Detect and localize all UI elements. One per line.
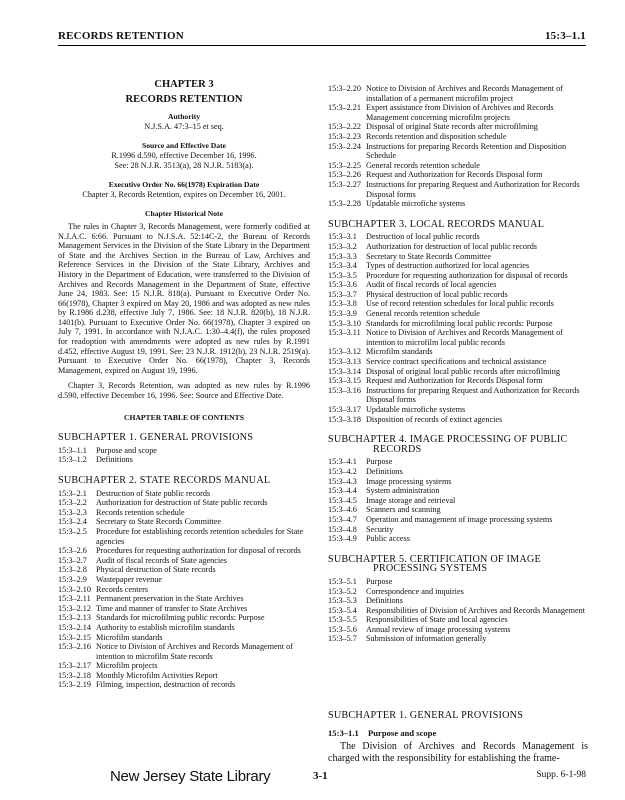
toc-entry-title: Authorization for destruction of local public records <box>366 241 537 251</box>
left-column <box>58 68 310 690</box>
historical-note-heading: Chapter Historical Note <box>145 209 223 219</box>
toc-entry <box>328 142 588 161</box>
toc-entry <box>58 575 310 585</box>
toc-entry-number: 15:3–2.14 <box>58 622 91 632</box>
toc-entry <box>328 467 588 477</box>
library-watermark: New Jersey State Library <box>110 768 271 785</box>
toc-entry-number: 15:3–2.18 <box>58 670 91 680</box>
historical-note-para-1: The rules in Chapter 3, Records Management, were formerly codified at N.J.A.C. 6:66. Pursuant to N.J.S.A. 52:14C-2, the Bureau of Records Management Services in the Division of the State Library in the Department of State and the Archives Section in the Bureau of Law, Archives and Reference Services in the Division of the State Library, Archives and History in the Department of Education, were transferred to the Division of Archives and Records Management in the Department of State, effective June 24, 1983. See: 15 N.J.R. 818(a). Pursuant to Executive Order No. 66(1978), Chapter 3 expired on May 20, 1986 and was adopted as new rules by R.1986 d.238, effective July 7, 1986. See: 18 N.J.R. 820(b), 18 N.J.R. 1401(b). Pursuant to Executive Order No. 66(1978), Chapter 3 expired on July 7, 1991. In accordance with N.J.A.C. 1:30–4.4(f), the rules proposed for readoption with amendments were adopted as new rules by R.1991 d.452, effective August 19, 1991. See: 23 N.J.R. 1912(b), 23 N.J.R. 2519(a). Pursuant to Executive Order No. 66(1978), Chapter 3, Records Management, expired on August 19, 1996. <box>58 221 310 375</box>
toc-entry-number: 15:3–3.7 <box>328 289 357 299</box>
chapter-title: RECORDS RETENTION <box>125 93 243 105</box>
toc-entry <box>328 271 588 281</box>
toc-entry <box>58 446 310 456</box>
toc-entry <box>58 585 310 595</box>
toc-entry <box>328 367 588 377</box>
toc-entry-number: 15:3–2.20 <box>328 84 361 93</box>
toc-entry <box>328 386 588 405</box>
section-body-text: The Division of Archives and Records Management is charged with the responsibility for establishing the frame- <box>328 741 588 765</box>
toc-entry-title: Responsibilities of State and local agencies <box>366 615 508 625</box>
toc-entry-number: 15:3–2.3 <box>58 507 87 517</box>
toc-entry <box>58 594 310 604</box>
toc-entry-title: Records centers <box>96 584 149 594</box>
toc-entry <box>328 252 588 262</box>
toc-entry-number: 15:3–3.3 <box>328 251 357 261</box>
toc-entry-number: 15:3–3.2 <box>328 241 357 251</box>
body-subchapter-heading: SUBCHAPTER 1. GENERAL PROVISIONS <box>328 710 524 722</box>
toc-entry-number: 15:3–3.5 <box>328 270 357 280</box>
toc-entry-title: Authority to establish microfilm standards <box>96 622 235 632</box>
toc-entry <box>328 309 588 319</box>
toc-entry <box>328 357 588 367</box>
toc-entry <box>58 661 310 671</box>
toc-entry-title: Disposal of original local public records after microfilming <box>366 366 560 376</box>
toc-entry-title: Definitions <box>366 596 403 606</box>
toc-entry-title: Submission of information generally <box>366 634 487 644</box>
toc-entry <box>328 625 588 635</box>
subchapter-2-toc <box>58 489 310 690</box>
toc-entry <box>58 633 310 643</box>
toc-entry-title: Annual review of image processing systems <box>366 624 511 634</box>
toc-entry-title: Destruction of State public records <box>96 488 211 498</box>
toc-entry-number: 15:3–2.6 <box>58 546 87 556</box>
toc-entry-number: 15:3–4.4 <box>328 486 357 496</box>
subchapter-3-toc <box>328 232 588 424</box>
section-heading <box>328 729 588 739</box>
toc-entry-number: 15:3–4.7 <box>328 514 357 524</box>
toc-entry-number: 15:3–2.10 <box>58 584 91 594</box>
toc-entry-number: 15:3–4.8 <box>328 524 357 534</box>
historical-note-para-2: Chapter 3, Records Retention, was adopted as new rules by R.1996 d.590, effective December 16, 1996. See: Source and Effective Date. <box>58 381 310 401</box>
toc-entry-number: 15:3–3.10 <box>328 318 361 328</box>
toc-entry-number: 15:3–3.8 <box>328 299 357 309</box>
toc-entry <box>328 587 588 597</box>
chapter-number: CHAPTER 3 <box>154 79 214 90</box>
section-number: 15:3–1.1 <box>328 727 359 738</box>
toc-entry-number: 15:3–5.6 <box>328 624 357 634</box>
toc-entry-number: 15:3–3.15 <box>328 376 361 386</box>
toc-entry <box>328 486 588 496</box>
toc-entry <box>328 261 588 271</box>
toc-entry <box>328 615 588 625</box>
toc-entry-number: 15:3–4.6 <box>328 505 357 515</box>
source-line-1: R.1996 d.590, effective December 16, 1996. <box>111 150 257 160</box>
toc-entry-title: Responsibilities of Division of Archives and Records Management <box>366 605 585 615</box>
toc-entry-number: 15:3–2.23 <box>328 131 361 141</box>
toc-entry <box>58 527 310 546</box>
toc-entry-title: Purpose <box>366 457 393 467</box>
toc-entry-title: Definitions <box>96 455 133 465</box>
toc-entry-title: Microfilm projects <box>96 661 158 671</box>
toc-entry-title: Disposition of records of extinct agencies <box>366 414 503 424</box>
toc-entry-title: General records retention schedule <box>366 160 480 170</box>
toc-entry-title: Use of record retention schedules for local public records <box>366 299 554 309</box>
subchapter-5-heading <box>328 555 588 574</box>
toc-entry-title: Secretary to State Records Committee <box>96 517 222 527</box>
toc-entry-number: 15:3–5.1 <box>328 576 357 586</box>
exec-order-text: Chapter 3, Records Retention, expires on December 16, 2001. <box>82 189 286 199</box>
toc-entry-number: 15:3–4.2 <box>328 466 357 476</box>
toc-entry-number: 15:3–2.22 <box>328 122 361 132</box>
toc-entry-title: Procedures for requesting authorization for disposal of records <box>96 546 301 556</box>
toc-entry <box>58 508 310 518</box>
toc-entry-title: Security <box>366 524 394 534</box>
toc-entry-number: 15:3–2.26 <box>328 170 361 180</box>
toc-entry-number: 15:3–3.9 <box>328 309 357 319</box>
toc-entry <box>58 489 310 499</box>
toc-entry-title: Correspondence and inquiries <box>366 586 464 596</box>
toc-entry <box>328 199 588 209</box>
toc-entry-title: Microfilm standards <box>96 632 163 642</box>
toc-entry-number: 15:3–3.4 <box>328 261 357 271</box>
toc-entry <box>328 232 588 242</box>
toc-entry <box>58 613 310 623</box>
toc-entry <box>58 671 310 681</box>
toc-entry-number: 15:3–3.16 <box>328 385 361 395</box>
toc-entry-title: Records retention and disposition schedule <box>366 131 507 141</box>
toc-heading: CHAPTER TABLE OF CONTENTS <box>124 412 244 422</box>
toc-entry <box>328 376 588 386</box>
toc-entry-title: Physical destruction of local public records <box>366 289 508 299</box>
toc-entry <box>328 161 588 171</box>
toc-entry-title: Monthly Microfilm Activities Report <box>96 670 218 680</box>
toc-entry-number: 15:3–2.1 <box>58 488 87 498</box>
toc-entry <box>328 415 588 425</box>
toc-entry-title: Operation and management of image processing systems <box>366 514 553 524</box>
subchapter-5-toc <box>328 577 588 644</box>
toc-entry-number: 15:3–2.16 <box>58 642 91 652</box>
toc-entry <box>328 515 588 525</box>
supplement-date: Supp. 6-1-98 <box>536 770 586 780</box>
page-footer <box>58 768 586 786</box>
toc-entry <box>328 84 588 103</box>
toc-entry <box>328 180 588 199</box>
toc-entry <box>58 498 310 508</box>
source-line-2: See: 28 N.J.R. 3513(a), 28 N.J.R. 5183(a). <box>114 160 254 170</box>
toc-entry <box>58 604 310 614</box>
toc-entry-title: Notice to Division of Archives and Records Management of installation of a permanent microfilm project <box>366 84 563 103</box>
subchapter-3-heading: SUBCHAPTER 3. LOCAL RECORDS MANUAL <box>328 218 545 230</box>
toc-entry-number: 15:3–3.17 <box>328 405 361 414</box>
subchapter-5-heading-line-2: PROCESSING SYSTEMS <box>373 563 488 575</box>
toc-entry <box>328 242 588 252</box>
toc-entry <box>58 455 310 465</box>
toc-entry-title: Wastepaper revenue <box>96 574 162 584</box>
toc-entry-number: 15:3–3.13 <box>328 357 361 367</box>
source-heading: Source and Effective Date <box>141 141 226 151</box>
toc-entry <box>328 319 588 329</box>
toc-entry-number: 15:3–1.2 <box>58 455 87 465</box>
toc-entry-number: 15:3–5.2 <box>328 586 357 596</box>
toc-entry-number: 15:3–2.28 <box>328 199 361 209</box>
toc-entry-number: 15:3–5.3 <box>328 596 357 606</box>
toc-entry-title: Types of destruction authorized for local agencies <box>366 261 530 271</box>
toc-entry-number: 15:3–5.7 <box>328 634 357 644</box>
toc-entry-title: Public access <box>366 534 410 544</box>
toc-entry <box>328 328 588 347</box>
toc-entry <box>328 280 588 290</box>
toc-entry <box>328 477 588 487</box>
toc-entry-title: Procedure for requesting authorization for disposal of records <box>366 270 568 280</box>
toc-entry <box>58 642 310 661</box>
toc-entry <box>58 556 310 566</box>
toc-entry-title: Notice to Division of Archives and Records Management of intention to microfilm local public records <box>366 328 563 347</box>
toc-entry-title: Instructions for preparing Records Retention and Disposition Schedule <box>366 141 567 161</box>
subchapter-4-heading-line-2: RECORDS <box>373 443 422 455</box>
toc-entry-number: 15:3–4.1 <box>328 457 357 467</box>
toc-entry-number: 15:3–2.24 <box>328 141 361 151</box>
toc-entry <box>328 405 588 415</box>
toc-entry-title: Secretary to State Records Committee <box>366 251 492 261</box>
toc-entry <box>328 170 588 180</box>
toc-entry-number: 15:3–4.3 <box>328 476 357 486</box>
toc-entry <box>328 525 588 535</box>
toc-entry-number: 15:3–2.9 <box>58 574 87 584</box>
toc-entry-title: Permanent preservation in the State Archives <box>96 594 244 604</box>
toc-entry-title: Microfilm standards <box>366 347 433 357</box>
toc-entry-number: 15:3–2.5 <box>58 526 87 536</box>
toc-entry-number: 15:3–2.13 <box>58 613 91 623</box>
toc-entry-number: 15:3–4.5 <box>328 495 357 505</box>
toc-entry <box>328 132 588 142</box>
toc-entry-number: 15:3–2.19 <box>58 680 91 690</box>
toc-entry-number: 15:3–3.14 <box>328 366 361 376</box>
toc-entry-number: 15:3–2.12 <box>58 603 91 613</box>
toc-entry-number: 15:3–5.4 <box>328 605 357 615</box>
toc-entry-title: Destruction of local public records <box>366 232 480 242</box>
toc-entry-title: Notice to Division of Archives and Records Management of intention to microfilm State records <box>96 642 293 661</box>
toc-entry <box>328 634 588 644</box>
toc-entry <box>328 122 588 132</box>
toc-entry-title: Updatable microfiche systems <box>366 405 466 414</box>
subchapter-5-heading-line-1: SUBCHAPTER 5. CERTIFICATION OF IMAGE <box>328 553 541 565</box>
toc-entry-title: System administration <box>366 486 440 496</box>
toc-entry-title: Standards for microfilming public records: Purpose <box>96 613 265 623</box>
toc-entry <box>328 103 588 122</box>
toc-entry-title: Audit of fiscal records of local agencies <box>366 280 497 290</box>
toc-entry-number: 15:3–5.5 <box>328 615 357 625</box>
toc-entry-title: Purpose and scope <box>96 445 157 455</box>
subchapter-4-heading-line-1: SUBCHAPTER 4. IMAGE PROCESSING OF PUBLIC <box>328 434 568 446</box>
toc-entry-title: Procedure for establishing records retention schedules for State agencies <box>96 526 304 546</box>
toc-entry-number: 15:3–2.7 <box>58 555 87 565</box>
toc-entry <box>328 596 588 606</box>
toc-entry-number: 15:3–3.11 <box>328 328 361 338</box>
toc-entry <box>328 534 588 544</box>
toc-entry-number: 15:3–2.11 <box>58 594 91 604</box>
subchapter-2-toc-continued <box>328 84 588 209</box>
toc-entry-title: Updatable microfiche systems <box>366 199 466 209</box>
authority-text: N.J.S.A. 47:3–15 et seq. <box>144 121 224 131</box>
toc-entry-title: Purpose <box>366 576 393 586</box>
right-column <box>328 84 588 765</box>
toc-entry <box>58 546 310 556</box>
toc-entry <box>328 299 588 309</box>
toc-entry-number: 15:3–3.12 <box>328 347 361 357</box>
toc-entry-number: 15:3–3.18 <box>328 414 361 424</box>
toc-entry <box>58 517 310 527</box>
toc-entry-title: Physical destruction of State records <box>96 565 216 575</box>
toc-entry-title: Request and Authorization for Records Disposal form <box>366 376 543 386</box>
subchapter-4-toc <box>328 457 588 543</box>
toc-entry-title: Instructions for preparing Request and Authorization for Records Disposal forms <box>366 179 580 199</box>
toc-entry-number: 15:3–2.21 <box>328 103 361 113</box>
toc-entry-title: Standards for microfilming local public records: Purpose <box>366 318 553 328</box>
toc-entry-title: Image processing systems <box>366 476 452 486</box>
toc-entry <box>328 457 588 467</box>
toc-entry-title: Time and manner of transfer to State Archives <box>96 603 248 613</box>
toc-entry-title: Audit of fiscal records of State agencies <box>96 555 227 565</box>
toc-entry-number: 15:3–2.4 <box>58 517 87 527</box>
toc-entry <box>58 680 310 690</box>
toc-entry <box>328 606 588 616</box>
subchapter-4-heading <box>328 435 588 454</box>
toc-entry <box>58 565 310 575</box>
toc-entry-title: Image storage and retrieval <box>366 495 456 505</box>
toc-entry-number: 15:3–2.17 <box>58 661 91 671</box>
page-number: 3-1 <box>313 770 328 782</box>
toc-entry-title: Request and Authorization for Records Disposal form <box>366 170 543 180</box>
authority-heading: Authority <box>167 112 201 122</box>
toc-entry-title: General records retention schedule <box>366 309 480 319</box>
toc-entry-number: 15:3–2.15 <box>58 632 91 642</box>
toc-entry-title: Authorization for destruction of State public records <box>96 498 268 508</box>
subchapter-1-heading: SUBCHAPTER 1. GENERAL PROVISIONS <box>58 432 254 444</box>
toc-entry-title: Records retention schedule <box>96 507 185 517</box>
exec-order-heading: Executive Order No. 66(1978) Expiration Date <box>108 180 260 190</box>
toc-entry <box>328 496 588 506</box>
toc-entry <box>328 505 588 515</box>
toc-entry-title: Service contract specifications and technical assistance <box>366 357 547 367</box>
header-title: RECORDS RETENTION <box>58 30 184 42</box>
subchapter-1-toc <box>58 446 310 465</box>
toc-entry-number: 15:3–2.8 <box>58 565 87 575</box>
header-section: 15:3–1.1 <box>544 30 586 42</box>
toc-entry <box>58 623 310 633</box>
section-title: Purpose and scope <box>368 727 437 738</box>
toc-entry-title: Filming, inspection, destruction of records <box>96 680 236 690</box>
toc-entry-title: Disposal of original State records after microfilming <box>366 122 538 132</box>
toc-entry <box>328 347 588 357</box>
toc-entry-title: Expert assistance from Division of Archives and Records Management concerning microfilm projects <box>366 103 554 122</box>
toc-entry-title: Scanners and scanning <box>366 505 441 515</box>
toc-entry <box>328 577 588 587</box>
toc-entry-number: 15:3–2.25 <box>328 160 361 170</box>
toc-entry-number: 15:3–2.2 <box>58 498 87 508</box>
toc-entry-title: Instructions for preparing Request and Authorization for Records Disposal forms <box>366 385 580 405</box>
toc-entry-number: 15:3–4.9 <box>328 534 357 544</box>
toc-entry-number: 15:3–3.1 <box>328 232 357 242</box>
toc-entry-number: 15:3–1.1 <box>58 445 87 455</box>
toc-entry-number: 15:3–2.27 <box>328 179 361 189</box>
toc-entry-number: 15:3–3.6 <box>328 280 357 290</box>
subchapter-2-heading: SUBCHAPTER 2. STATE RECORDS MANUAL <box>58 475 271 486</box>
toc-entry <box>328 290 588 300</box>
header-rule <box>58 45 586 46</box>
running-header <box>58 30 586 42</box>
toc-entry-title: Definitions <box>366 466 403 476</box>
